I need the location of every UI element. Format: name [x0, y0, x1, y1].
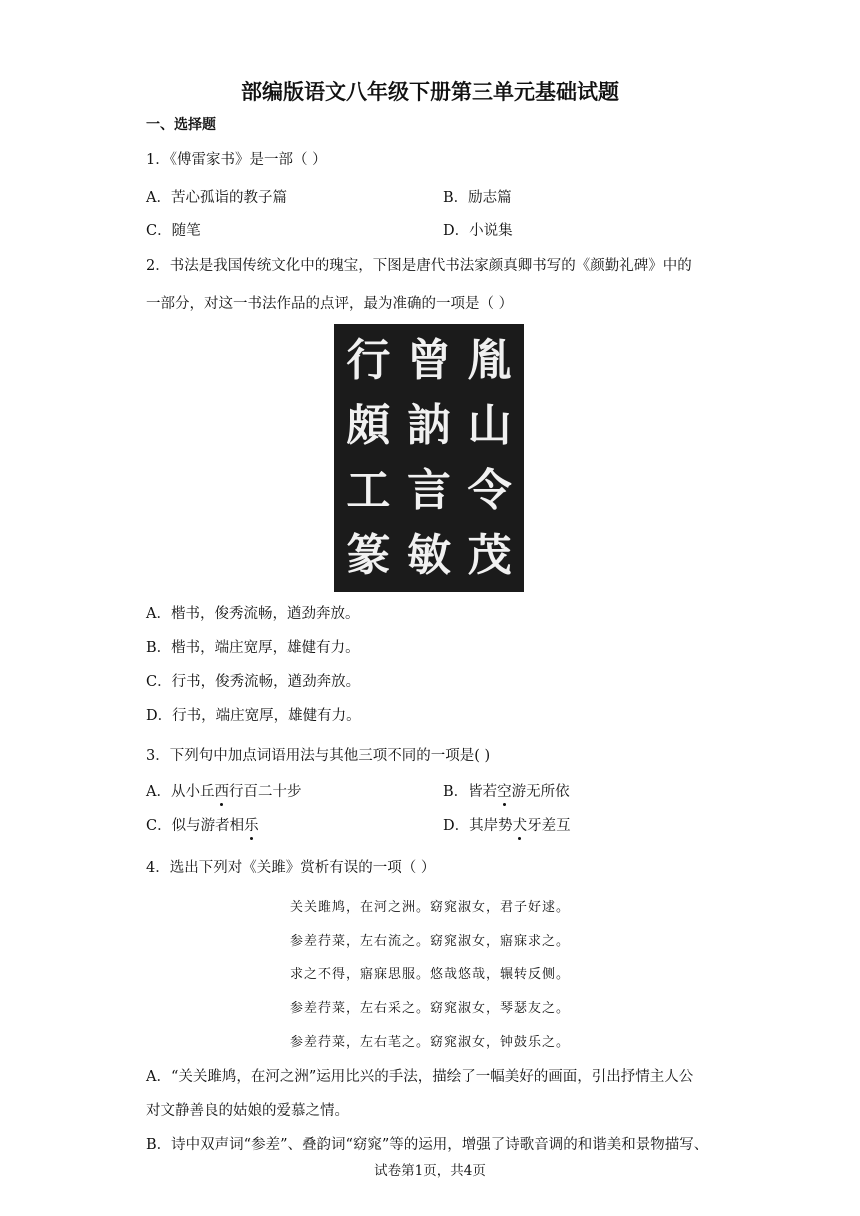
calligraphy-char: 工 [346, 464, 391, 516]
question-2-option-c: C．行书，俊秀流畅，遒劲奔放。 [146, 674, 361, 690]
calligraphy-char: 敏 [406, 529, 451, 581]
calligraphy-char: 篆 [346, 529, 391, 581]
question-3-option-c [146, 814, 259, 835]
section-heading: 一、选择题 [146, 117, 216, 133]
question-3-stem: 3．下列句中加点词语用法与其他三项不同的一项是( ) [146, 748, 491, 764]
question-1-option-b: B．励志篇 [443, 190, 512, 206]
question-1-option-a: A．苦心孤诣的教子篇 [146, 190, 287, 206]
emphasized-word: 西 [214, 780, 229, 801]
option-text: 牙差互 [527, 818, 571, 834]
question-4-option-a-line2: 对文静善良的姑娘的爱慕之情。 [146, 1103, 349, 1119]
calligraphy-char: 言 [406, 464, 451, 516]
question-2-option-a: A．楷书，俊秀流畅，遒劲奔放。 [146, 606, 360, 622]
question-2-option-b: B．楷书，端庄宽厚，雄健有力。 [146, 640, 360, 656]
question-2-stem-line2: 一部分，对这一书法作品的点评，最为准确的一项是（ ） [146, 296, 514, 312]
emphasized-word: 犬 [513, 814, 528, 835]
option-text: A．从小丘 [146, 784, 215, 800]
calligraphy-image [334, 324, 524, 592]
calligraphy-char: 頗 [346, 399, 391, 451]
calligraphy-char: 訥 [406, 399, 451, 451]
page-footer: 试卷第1页，共4页 [374, 1163, 486, 1179]
poem-line: 参差荇菜，左右采之。窈窕淑女，琴瑟友之。 [289, 1001, 570, 1016]
emphasized-word: 乐 [244, 814, 259, 835]
emphasized-word: 空 [497, 780, 512, 801]
calligraphy-char: 令 [467, 464, 512, 516]
question-4-option-a-line1: A．“关关雎鸠，在河之洲”运用比兴的手法，描绘了一幅美好的画面，引出抒情主人公 [146, 1069, 694, 1085]
question-1-stem: 1．《傅雷家书》是一部（ ） [146, 152, 327, 168]
question-3-option-d [443, 814, 571, 835]
question-2-option-d: D．行书，端庄宽厚，雄健有力。 [146, 708, 361, 724]
poem-line: 关关雎鸠，在河之洲。窈窕淑女，君子好逑。 [289, 900, 570, 915]
option-text: 行百二十步 [228, 784, 302, 800]
question-3-option-b [443, 780, 570, 801]
poem-line: 参差荇菜，左右芼之。窈窕淑女，钟鼓乐之。 [289, 1035, 570, 1050]
question-1-option-c: C．随笔 [146, 223, 201, 239]
calligraphy-char: 行 [346, 334, 391, 386]
poem-line: 求之不得，寤寐思服。悠哉悠哉，辗转反侧。 [289, 967, 570, 982]
question-2-stem-line1: 2．书法是我国传统文化中的瑰宝，下图是唐代书法家颜真卿书写的《颜勤礼碑》中的 [146, 258, 692, 274]
question-3-option-a [146, 780, 301, 801]
calligraphy-char: 曾 [406, 334, 451, 386]
calligraphy-char: 胤 [467, 334, 512, 386]
option-text: B．皆若 [443, 784, 498, 800]
option-text: C．似与游者相 [146, 818, 245, 834]
page-title: 部编版语文八年级下册第三单元基础试题 [241, 80, 619, 104]
option-text: D．其岸势 [443, 818, 513, 834]
poem-line: 参差荇菜，左右流之。窈窕淑女，寤寐求之。 [289, 934, 570, 949]
calligraphy-char: 山 [467, 399, 512, 451]
calligraphy-char: 茂 [467, 529, 512, 581]
question-4-stem: 4．选出下列对《关雎》赏析有误的一项（ ） [146, 860, 436, 876]
option-text: 游无所依 [511, 784, 570, 800]
question-1-option-d: D．小说集 [443, 223, 513, 239]
question-4-option-b-line1: B．诗中双声词“参差”、叠韵词“窈窕”等的运用，增强了诗歌音调的和谐美和景物描写、 [146, 1137, 709, 1153]
